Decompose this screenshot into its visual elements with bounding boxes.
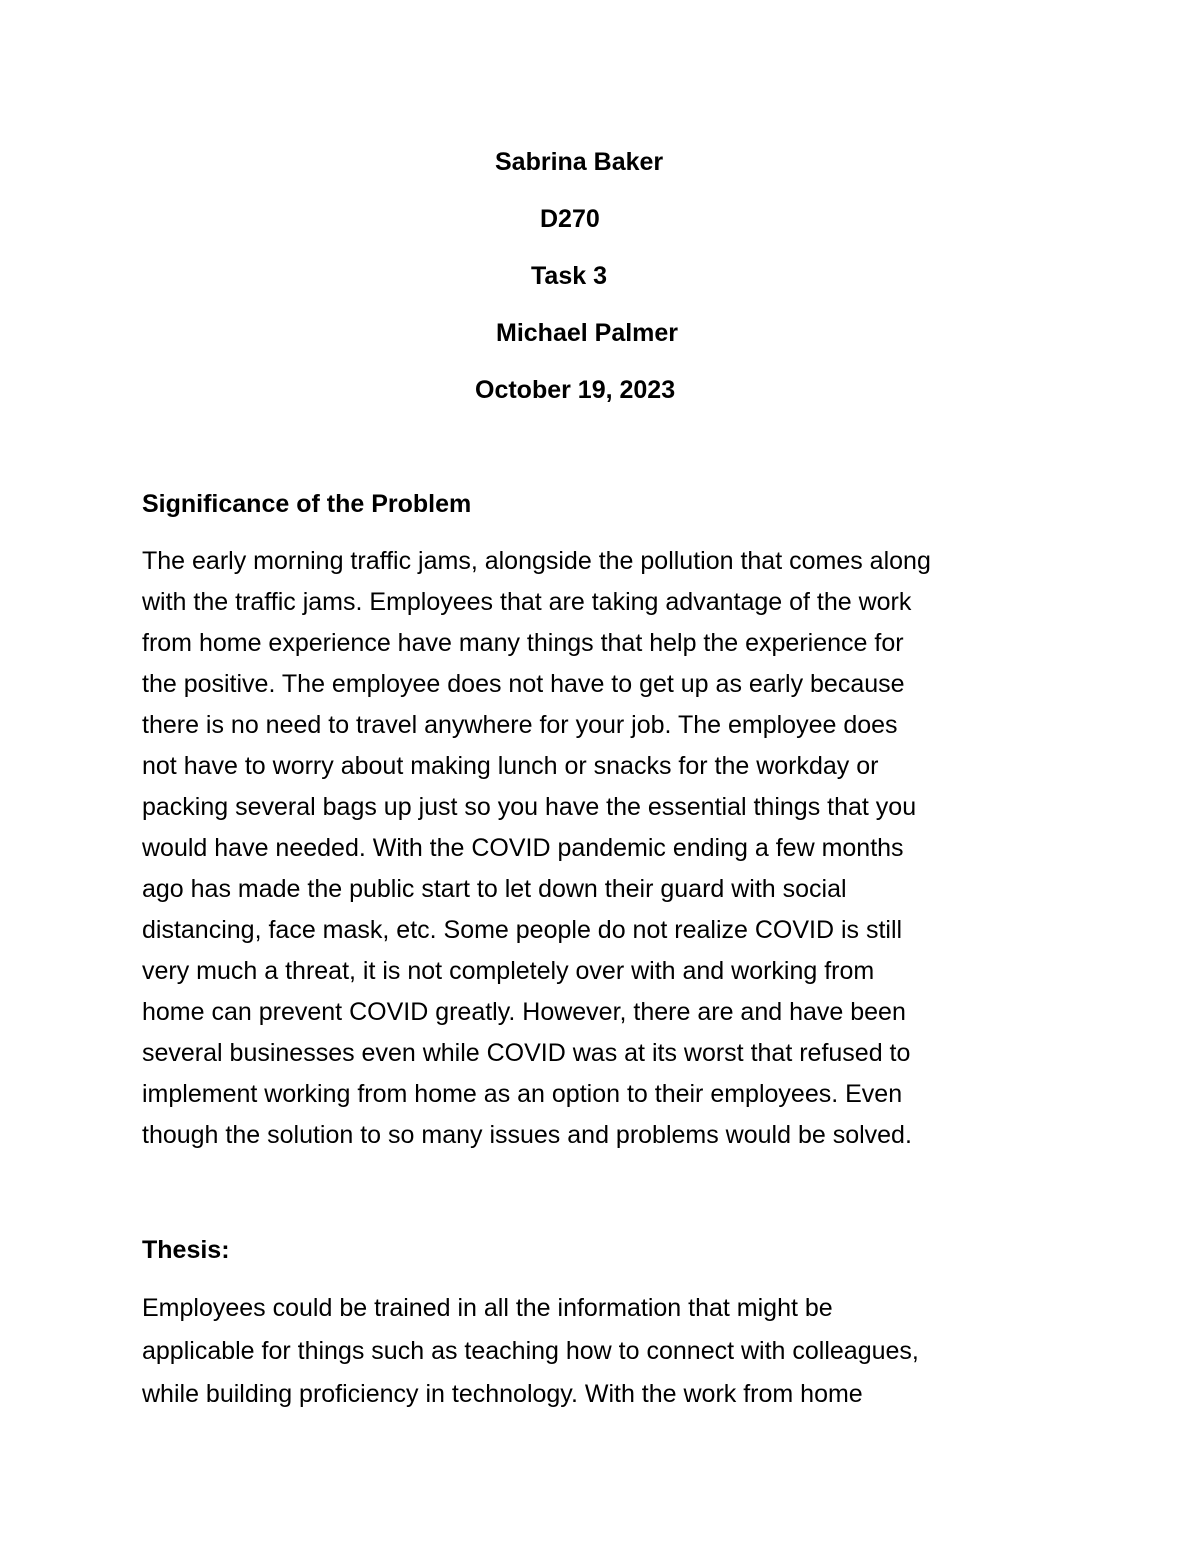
paragraph-line: The early morning traffic jams, alongside the pollution that comes along — [142, 547, 931, 575]
paragraph-line: distancing, face mask, etc. Some people do not realize COVID is still — [142, 916, 903, 944]
paragraph-line: packing several bags up just so you have the essential things that you — [142, 793, 917, 821]
paragraph-line: while building proficiency in technology. With the work from home — [142, 1380, 863, 1408]
task-label: Task 3 — [531, 262, 607, 290]
course-code: D270 — [540, 205, 600, 233]
paragraph-line: Employees could be trained in all the information that might be — [142, 1294, 833, 1322]
significance-heading: Significance of the Problem — [142, 490, 472, 518]
paragraph-line: implement working from home as an option to their employees. Even — [142, 1080, 903, 1108]
paragraph-line: the positive. The employee does not have to get up as early because — [142, 670, 905, 698]
paragraph-line: applicable for things such as teaching how to connect with colleagues, — [142, 1337, 919, 1365]
paragraph-line: though the solution to so many issues and problems would be solved. — [142, 1121, 912, 1149]
paragraph-line: there is no need to travel anywhere for your job. The employee does — [142, 711, 898, 739]
paragraph-line: home can prevent COVID greatly. However, there are and have been — [142, 998, 906, 1026]
paragraph-line: several businesses even while COVID was at its worst that refused to — [142, 1039, 911, 1067]
document-date: October 19, 2023 — [475, 376, 676, 404]
thesis-heading: Thesis: — [142, 1236, 230, 1264]
instructor-name: Michael Palmer — [496, 319, 679, 347]
paragraph-line: not have to worry about making lunch or snacks for the workday or — [142, 752, 879, 780]
paragraph-line: with the traffic jams. Employees that are taking advantage of the work — [142, 588, 912, 616]
paragraph-line: very much a threat, it is not completely over with and working from — [142, 957, 875, 985]
paragraph-line: would have needed. With the COVID pandemic ending a few months — [142, 834, 904, 862]
paragraph-line: from home experience have many things that help the experience for — [142, 629, 904, 657]
author-name: Sabrina Baker — [495, 148, 664, 176]
paragraph-line: ago has made the public start to let down their guard with social — [142, 875, 847, 903]
